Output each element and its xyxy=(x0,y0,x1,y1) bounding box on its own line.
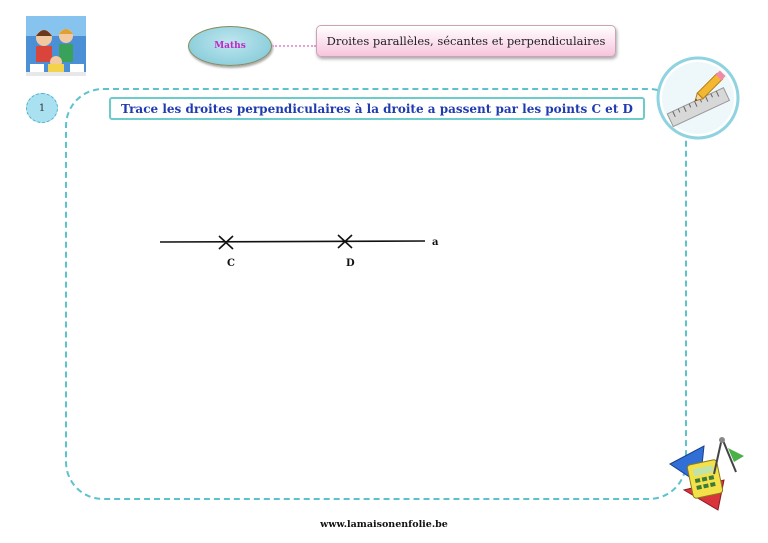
point-c-label: C xyxy=(227,258,235,269)
line-a xyxy=(160,241,425,242)
subject-label: Maths xyxy=(214,41,246,51)
exercise-number: 1 xyxy=(38,102,46,114)
page-title-text: Droites parallèles, sécantes et perpendiculaires xyxy=(326,34,606,48)
footer-website: www.lamaisonenfolie.be xyxy=(320,519,448,530)
line-a-label: a xyxy=(432,237,439,248)
instruction-text: Trace les droites perpendiculaires à la droite a passent par les points C et D xyxy=(121,101,633,116)
point-d-label: D xyxy=(346,258,355,269)
math-tools-clipart-icon xyxy=(664,434,746,514)
